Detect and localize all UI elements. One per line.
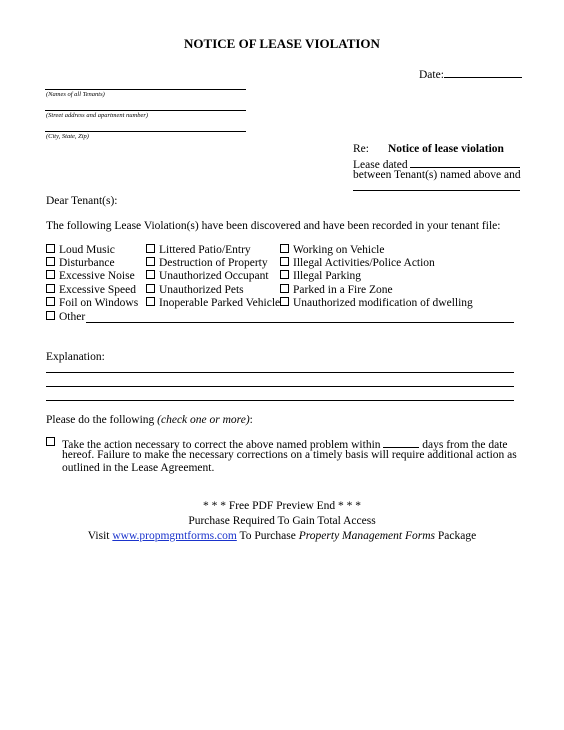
visit-line: Visit www.propmgmtforms.com To Purchase Property Management Forms Package <box>87 530 477 542</box>
violation-destruction-of-property[interactable]: Destruction of Property <box>146 257 268 270</box>
between-text: between Tenant(s) named above and <box>353 169 521 181</box>
violation-illegal-activities[interactable]: Illegal Activities/Police Action <box>280 257 435 270</box>
tenant-names-line[interactable] <box>45 89 246 90</box>
date-blank[interactable] <box>444 65 522 78</box>
checkbox-icon[interactable] <box>46 311 55 320</box>
salutation: Dear Tenant(s): <box>46 195 118 207</box>
checkbox-icon[interactable] <box>146 297 155 306</box>
violation-parked-in-fire-zone[interactable]: Parked in a Fire Zone <box>280 284 393 297</box>
date-label: Date: <box>419 69 444 81</box>
checkbox-icon[interactable] <box>146 257 155 266</box>
violation-working-on-vehicle[interactable]: Working on Vehicle <box>280 244 384 257</box>
violation-disturbance[interactable]: Disturbance <box>46 257 115 270</box>
lease-dated-label: Lease dated <box>353 159 408 171</box>
checkbox-icon[interactable] <box>46 270 55 279</box>
street-address-line[interactable] <box>45 110 246 111</box>
violation-foil-on-windows[interactable]: Foil on Windows <box>46 297 138 310</box>
violation-excessive-noise[interactable]: Excessive Noise <box>46 270 135 283</box>
date-field[interactable] <box>419 65 522 82</box>
website-link[interactable]: www.propmgmtforms.com <box>112 530 237 542</box>
checkbox-icon[interactable] <box>46 284 55 293</box>
street-address-label: (Street address and apartment number) <box>46 112 149 119</box>
checkbox-icon[interactable] <box>146 244 155 253</box>
re-title: Notice of lease violation <box>388 143 504 155</box>
explanation-line[interactable] <box>46 386 514 387</box>
landlord-name-line[interactable] <box>353 190 520 191</box>
violation-inoperable-parked-vehicle[interactable]: Inoperable Parked Vehicle <box>146 297 280 310</box>
violation-unauthorized-modification[interactable]: Unauthorized modification of dwelling <box>280 297 473 310</box>
action-checkbox[interactable] <box>46 437 55 446</box>
action-line-2: hereof. Failure to make the necessary corrections on a timely basis will require additional action as <box>62 449 517 461</box>
intro-text: The following Lease Violation(s) have been discovered and have been recorded in your tenant file: <box>46 220 501 232</box>
violation-unauthorized-occupant[interactable]: Unauthorized Occupant <box>146 270 269 283</box>
other-description-line[interactable] <box>86 322 514 323</box>
instruction-text: Please do the following (check one or more): <box>46 414 253 426</box>
violation-other[interactable]: Other <box>46 311 85 324</box>
checkbox-icon[interactable] <box>280 244 289 253</box>
violation-loud-music[interactable]: Loud Music <box>46 244 115 257</box>
checkbox-icon[interactable] <box>280 297 289 306</box>
checkbox-icon[interactable] <box>146 284 155 293</box>
violation-excessive-speed[interactable]: Excessive Speed <box>46 284 136 297</box>
action-line-1: Take the action necessary to correct the above named problem within days from the date <box>62 435 508 452</box>
checkbox-icon[interactable] <box>46 244 55 253</box>
page-title: NOTICE OF LEASE VIOLATION <box>184 36 380 51</box>
re-label: Re: <box>353 143 369 155</box>
purchase-text: Purchase Required To Gain Total Access <box>188 515 376 527</box>
violation-littered-patio[interactable]: Littered Patio/Entry <box>146 244 251 257</box>
checkbox-icon[interactable] <box>280 270 289 279</box>
tenant-names-label: (Names of all Tenants) <box>46 91 105 98</box>
checkbox-icon[interactable] <box>46 297 55 306</box>
city-state-zip-label: (City, State, Zip) <box>46 133 89 140</box>
action-line-3: outlined in the Lease Agreement. <box>62 462 215 474</box>
checkbox-icon[interactable] <box>280 257 289 266</box>
violation-illegal-parking[interactable]: Illegal Parking <box>280 270 361 283</box>
explanation-line[interactable] <box>46 372 514 373</box>
days-blank[interactable] <box>383 435 419 448</box>
violation-unauthorized-pets[interactable]: Unauthorized Pets <box>146 284 244 297</box>
checkbox-icon[interactable] <box>280 284 289 293</box>
preview-end-text: * * * Free PDF Preview End * * * <box>202 500 362 512</box>
city-state-zip-line[interactable] <box>45 131 246 132</box>
lease-dated-blank[interactable] <box>410 155 520 168</box>
explanation-label: Explanation: <box>46 351 105 363</box>
checkbox-icon[interactable] <box>46 257 55 266</box>
checkbox-icon[interactable] <box>146 270 155 279</box>
explanation-line[interactable] <box>46 400 514 401</box>
